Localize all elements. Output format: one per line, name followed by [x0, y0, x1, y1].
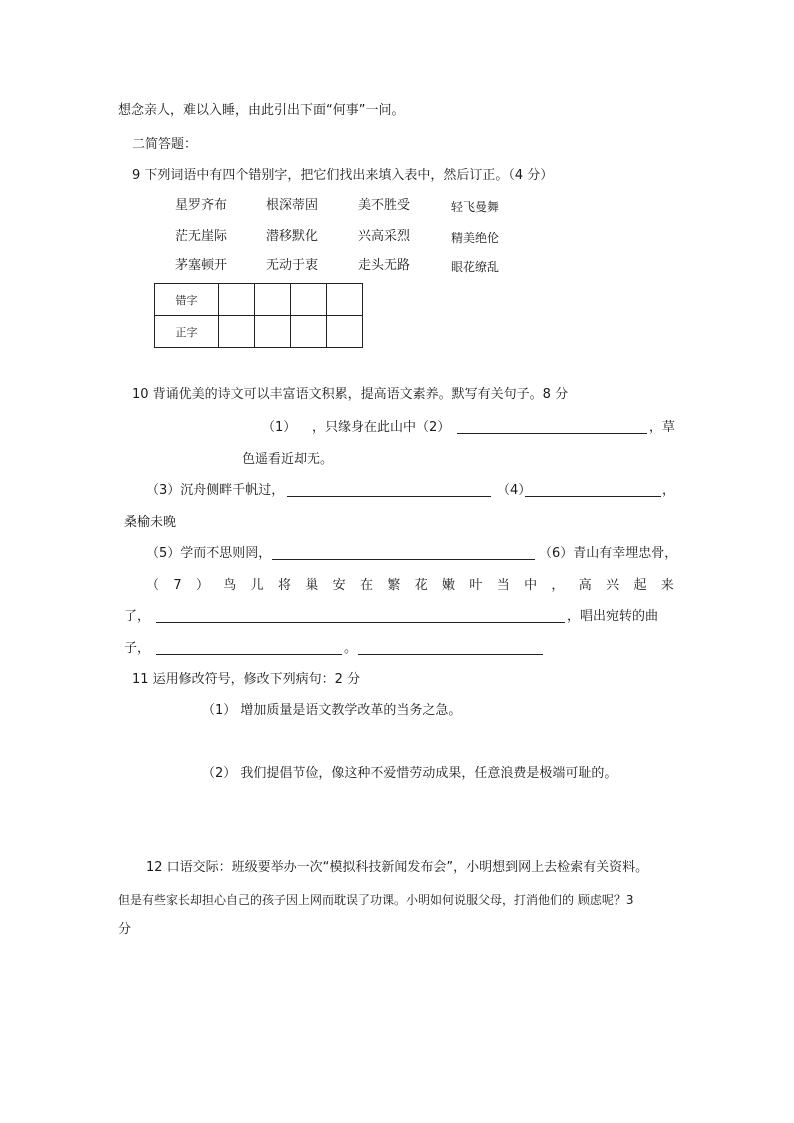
answer-blank[interactable] — [156, 609, 565, 623]
answer-cell[interactable] — [219, 284, 255, 316]
q9-word: 眼花缭乱 — [451, 260, 500, 274]
q9-word: 无动于衷 — [266, 258, 319, 273]
spread-char: ） — [195, 578, 209, 593]
q10-blank-label: （4） — [497, 483, 532, 498]
q9-word: 茅塞顿开 — [175, 258, 228, 273]
spread-char: 7 — [173, 578, 182, 593]
q10-blank-label: （1） — [262, 420, 297, 435]
q12-line: 但是有些家长却担心自己的孩子因上网而耽误了功课。小明如何说服父母，打消他们的 顾虑呢？3 — [118, 893, 634, 907]
q10-poem-text: ，唱出宛转的曲 — [567, 609, 659, 624]
q10-poem-text: （5）学而不思则罔， — [146, 546, 272, 561]
intro-line: 想念亲人，难以入睡，由此引出下面“何事”一问。 — [118, 103, 405, 118]
answer-cell[interactable] — [255, 284, 291, 316]
q9-word: 茫无崖际 — [175, 229, 228, 244]
spread-char: 花 — [414, 578, 428, 593]
q9-word: 星罗齐布 — [175, 198, 228, 213]
answer-cell[interactable] — [255, 316, 291, 348]
spread-char: 叶 — [469, 578, 483, 593]
spread-char: 来 — [660, 578, 674, 593]
spread-char: 兴 — [606, 578, 620, 593]
q10-poem-text: ，草 — [649, 420, 676, 435]
q10-poem-text: 。 — [344, 641, 358, 656]
spread-char: 中 — [524, 578, 538, 593]
q11-prompt: 11 运用修改符号，修改下列病句：2 分 — [132, 672, 361, 687]
q9-word: 兴高采烈 — [358, 229, 411, 244]
q10-poem-text: 了， — [124, 609, 151, 624]
spread-char: 鸟 — [223, 578, 237, 593]
answer-cell[interactable] — [219, 316, 255, 348]
spread-char: 当 — [496, 578, 510, 593]
q9-prompt: 9 下列词语中有四个错别字，把它们找出来填入表中，然后订正。（4 分） — [132, 168, 554, 183]
q12-line: 分 — [118, 922, 132, 937]
q10-poem-text: ， — [662, 483, 676, 498]
q9-word: 潜移默化 — [266, 229, 319, 244]
q11-sentence: （2） 我们提倡节俭，像这种不爱惜劳动成果，任意浪费是极端可耻的。 — [202, 766, 618, 781]
spread-char: 儿 — [250, 578, 264, 593]
spread-char: 将 — [277, 578, 291, 593]
q10-poem-text: 桑榆未晚 — [124, 515, 177, 530]
q9-word: 走头无路 — [358, 258, 411, 273]
table-row — [155, 316, 363, 348]
spread-char: 起 — [633, 578, 647, 593]
q11-sentence: （1） 增加质量是语文教学改革的当务之急。 — [202, 703, 462, 718]
answer-cell[interactable] — [291, 316, 327, 348]
q10-poem-text: （6）青山有幸埋忠骨， — [539, 546, 678, 561]
spread-char: 嫩 — [442, 578, 456, 593]
correct-char-label: 正字 — [155, 316, 219, 348]
spread-char: 在 — [360, 578, 374, 593]
q9-word: 根深蒂固 — [266, 198, 319, 213]
answer-cell[interactable] — [327, 284, 363, 316]
spread-char: 安 — [332, 578, 346, 593]
q10-prompt: 10 背诵优美的诗文可以丰富语文积累，提高语文素养。默写有关句子。8 分 — [132, 387, 569, 402]
q9-word: 精美绝伦 — [451, 231, 500, 245]
q12-line: 12 口语交际：班级要举办一次“模拟科技新闻发布会”，小明想到网上去检索有关资料。 — [146, 860, 649, 875]
q9-word: 轻飞曼舞 — [451, 200, 500, 214]
spread-char: 繁 — [387, 578, 401, 593]
spread-char: （ — [146, 578, 160, 593]
wrong-char-label: 错字 — [155, 284, 219, 316]
q10-poem-text: 色遥看近却无。 — [242, 452, 334, 467]
q10-spread-line — [146, 577, 674, 595]
answer-blank[interactable] — [156, 641, 342, 655]
spread-char: 巢 — [305, 578, 319, 593]
answer-blank[interactable] — [525, 483, 661, 497]
answer-blank[interactable] — [457, 420, 647, 434]
q9-word: 美不胜受 — [358, 198, 411, 213]
answer-blank[interactable] — [272, 546, 535, 560]
q10-poem-text: ，只缘身在此山中（2） — [312, 420, 451, 435]
table-row — [155, 284, 363, 316]
answer-cell[interactable] — [327, 316, 363, 348]
q10-poem-text: 子， — [124, 641, 151, 656]
q10-poem-text: （3）沉舟侧畔千帆过， — [146, 483, 285, 498]
correction-table — [154, 283, 363, 348]
answer-blank[interactable] — [287, 483, 491, 497]
section-title: 二简答题： — [132, 137, 198, 152]
spread-char: 高 — [578, 578, 592, 593]
answer-blank[interactable] — [358, 641, 543, 655]
spread-char: ， — [551, 578, 565, 593]
answer-cell[interactable] — [291, 284, 327, 316]
